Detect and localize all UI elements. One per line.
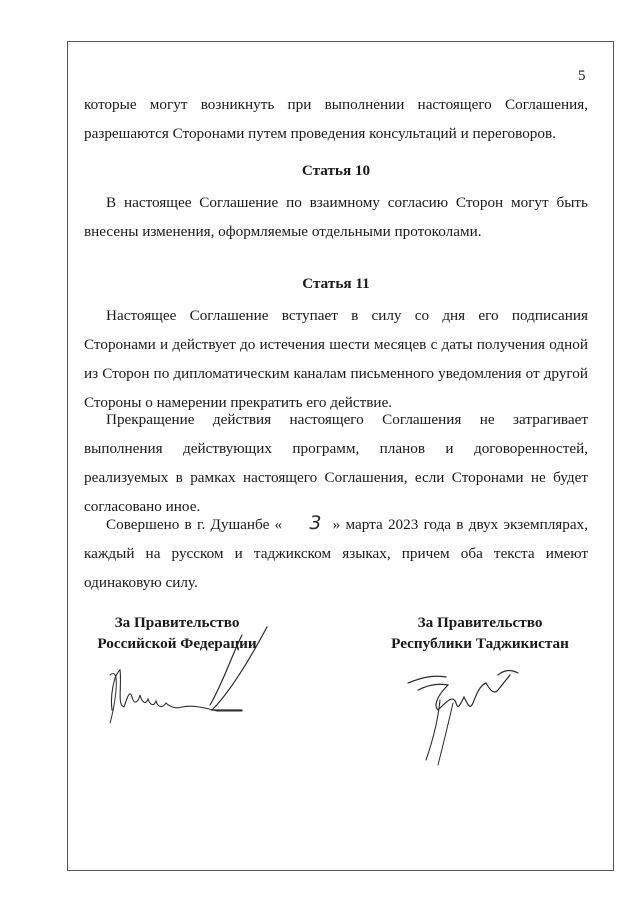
article-11-p1-line-3: из Сторон по дипломатическим каналам письменного уведомления от другой	[84, 365, 588, 382]
article-11-p1-line-1: Настоящее Соглашение вступает в силу со дня его подписания	[106, 307, 588, 324]
signature-right-line-2: Республики Таджикистан	[391, 635, 569, 652]
signature-right-line-1: За Правительство	[417, 614, 543, 631]
signature-left-line-2: Российской Федерации	[97, 635, 257, 652]
month-year-text: » марта 2023 года в двух экземплярах,	[332, 516, 588, 533]
signature-russia-handwritten	[92, 615, 272, 735]
article-10-line-2: внесены изменения, оформляемые отдельными протоколами.	[84, 223, 482, 240]
intro-line-2: разрешаются Сторонами путем проведения консультаций и переговоров.	[84, 125, 556, 142]
signature-tajikistan-handwritten	[398, 655, 538, 775]
handwritten-day: 3	[309, 512, 322, 534]
article-10-title: Статья 10	[301, 162, 371, 179]
article-11-p2-line-4: согласовано иное.	[84, 498, 201, 515]
article-11-title: Статья 11	[302, 275, 370, 292]
article-11-p2-line-2: выполнения действующих программ, планов и договоренностей,	[84, 440, 588, 457]
signature-left-line-1: За Правительство	[114, 614, 240, 631]
article-10-paragraph	[84, 188, 588, 246]
article-11-p1-line-2: Сторонами и действует до истечения шести месяцев с даты получения одной	[84, 336, 588, 353]
page-number: 5	[578, 68, 586, 84]
intro-line-1: которые могут возникнуть при выполнении настоящего Соглашения,	[84, 96, 588, 113]
article-11-p3-line-3: одинаковую силу.	[84, 574, 198, 591]
article-11-paragraph-3	[84, 509, 588, 597]
article-10-line-1: В настоящее Соглашение по взаимному согласию Сторон могут быть	[106, 194, 588, 211]
done-in-text: Совершено в г. Душанбе «	[106, 516, 283, 533]
article-11-p3-line-1	[84, 509, 588, 539]
signature-block-tajikistan	[385, 612, 575, 654]
article-11-paragraph-2	[84, 405, 588, 521]
article-11-p2-line-1: Прекращение действия настоящего Соглашения не затрагивает	[106, 411, 588, 428]
article-11-p3-line-2: каждый на русском и таджикском языках, причем оба текста имеют	[84, 545, 588, 562]
article-11-p2-line-3: реализуемых в рамках настоящего Соглашения, если Сторонами не будет	[84, 469, 588, 486]
intro-paragraph	[84, 90, 588, 148]
article-11-p1-line-4: Стороны о намерении прекратить его действие.	[84, 394, 393, 411]
article-11-paragraph-1	[84, 301, 588, 417]
